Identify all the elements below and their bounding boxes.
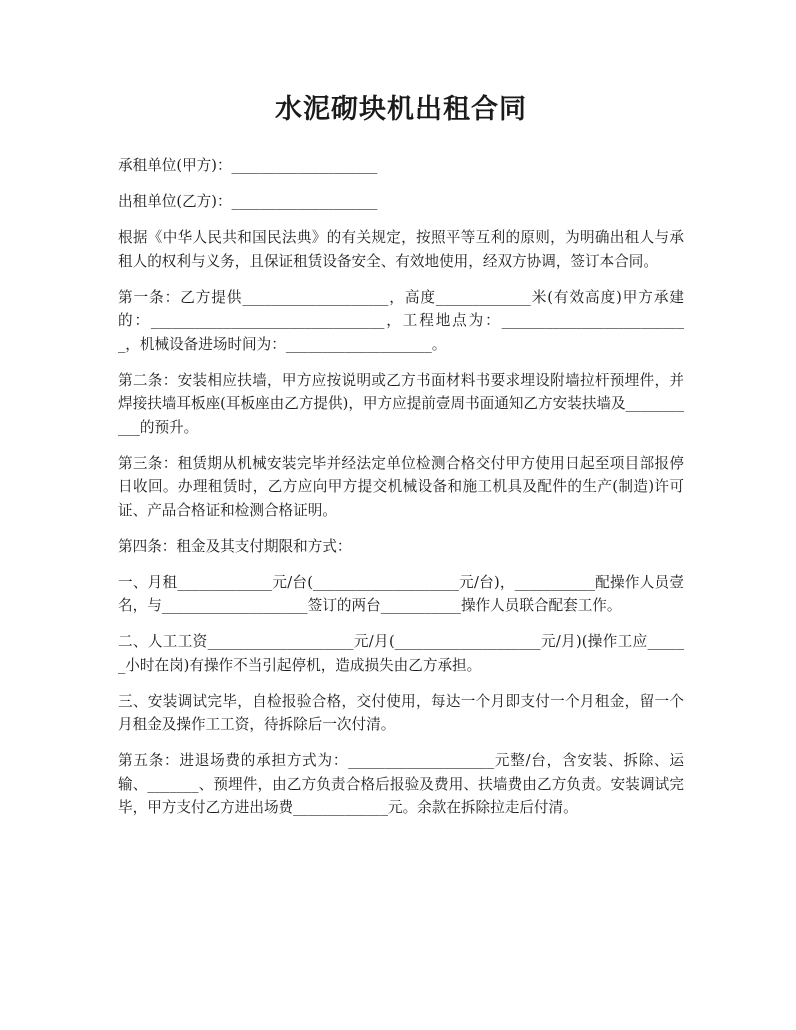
article-5-paragraph: 第五条：进退场费的承担方式为：____________________元整/台，含安装、拆除、运输、_______、预埋件，由乙方负责合格后报验及费用、扶墙费由乙方负责。安装调试完毕，甲方支付乙方进出场费_____________元。余款在拆除拉走后付清。 — [118, 752, 684, 816]
article-4-item-1: 一、月租_____________元/台(____________________元/台)，___________配操作人员壹名，与____________________签订的两台___________操作人员联合配套工作。 — [118, 573, 684, 614]
article-1-paragraph: 第一条：乙方提供____________________，高度_____________米(有效高度)甲方承建的：________________________________，工程地点为：__________________________，机械设备进场时间为：____________________。 — [118, 288, 684, 353]
lessor-party-line: 出租单位(乙方)：____________________ — [118, 193, 378, 210]
preamble-paragraph: 根据《中华人民共和国民法典》的有关规定，按照平等互利的原则，为明确出租人与承租人的权利与义务，且保证租赁设备安全、有效地使用，经双方协调，签订本合同。 — [118, 229, 684, 270]
article-4-heading: 第四条：租金及其支付期限和方式： — [118, 537, 352, 555]
article-4-item-2: 二、人工工资____________________元/月(____________________元/月)(操作工应______小时在岗)有操作不当引起停机，造成损失由乙方承担。 — [118, 633, 684, 674]
article-3-paragraph: 第三条：租赁期从机械安装完毕并经法定单位检测合格交付甲方使用日起至项目部报停日收回。办理租赁时，乙方应向甲方提交机械设备和施工机具及配件的生产(制造)许可证、产品合格证和检测合格证明。 — [118, 454, 684, 519]
document-title: 水泥砌块机出租合同 — [275, 94, 527, 125]
contract-page — [118, 88, 684, 832]
lessee-party-line: 承租单位(甲方)：____________________ — [118, 157, 378, 174]
article-2-paragraph: 第二条：安装相应扶墙，甲方应按说明或乙方书面材料书要求埋设附墙拉杆预埋件，并焊接扶墙耳板座(耳板座由乙方提供)，甲方应提前壹周书面通知乙方安装扶墙及___________的预升。 — [118, 371, 684, 436]
article-4-item-3: 三、安装调试完毕，自检报验合格，交付使用，每达一个月即支付一个月租金，留一个月租金及操作工工资，待拆除后一次付清。 — [118, 692, 684, 733]
